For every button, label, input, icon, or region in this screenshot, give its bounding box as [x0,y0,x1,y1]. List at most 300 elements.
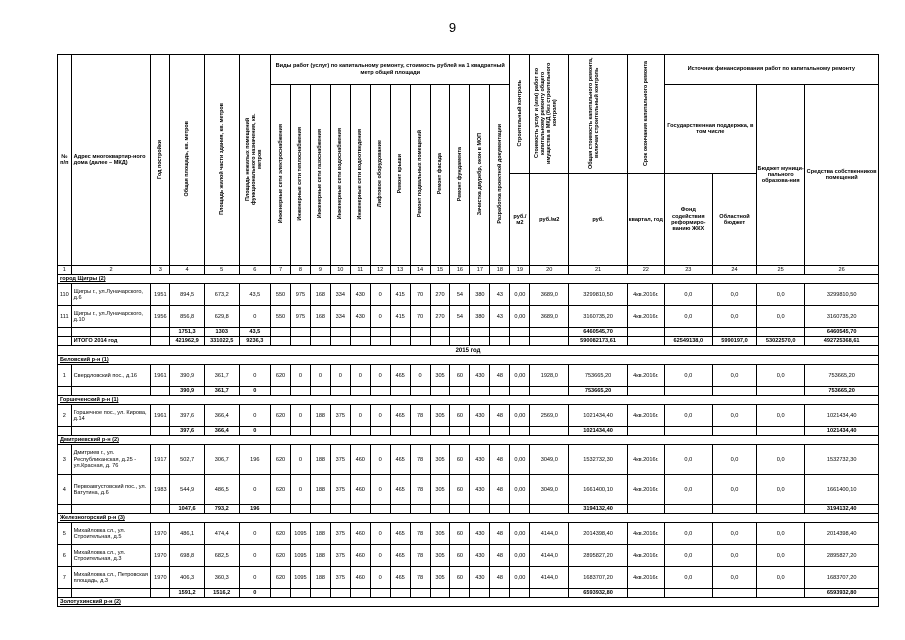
table-cell: 620 [271,475,291,505]
empty-cell [712,427,756,436]
table-cell: 70 [410,284,430,306]
table-cell: 0,0 [664,567,712,589]
table-cell: 0 [239,365,270,387]
column-number: 7 [271,266,291,275]
table-cell: 1661400,10 [569,475,628,505]
header-work-4: Инженерные сети водоснабжения [337,128,344,220]
table-cell: 465 [390,545,410,567]
total-owners: 6460545,70 [805,328,879,337]
column-number: 21 [569,266,628,275]
table-cell: 1683707,20 [569,567,628,589]
table-cell: 380 [470,306,490,328]
total-owners: 753665,20 [805,387,879,396]
table-cell: 460 [350,567,370,589]
empty-cell [350,328,370,337]
table-cell: 1532732,30 [569,445,628,475]
table-cell: 0,00 [510,523,530,545]
district-section-row [58,275,879,284]
table-cell: 4144,0 [530,567,569,589]
address-cell: Свердловский пос., д.16 [71,365,151,387]
table-cell: 0,0 [757,405,805,427]
table-cell: 544,9 [170,475,205,505]
table-cell: 0 [290,365,310,387]
table-cell: 620 [271,445,291,475]
table-cell: 415 [390,306,410,328]
table-cell: 2895827,20 [805,545,879,567]
capital-repair-table [57,54,879,607]
empty-cell [58,427,72,436]
table-cell: 0,0 [757,284,805,306]
empty-cell [627,387,664,396]
empty-cell [430,337,450,346]
table-cell: 1532732,30 [805,445,879,475]
empty-cell [530,505,569,514]
empty-cell [71,589,151,598]
empty-cell [350,505,370,514]
empty-cell [510,505,530,514]
empty-cell [390,387,410,396]
subtotal-row [58,387,879,396]
empty-cell [330,589,350,598]
empty-cell [627,337,664,346]
empty-cell [757,387,805,396]
table-cell: 0,0 [664,545,712,567]
table-cell: 0,0 [712,365,756,387]
table-cell: 0 [350,405,370,427]
table-cell: 474,4 [204,523,239,545]
table-cell: 0,0 [757,523,805,545]
table-cell: 78 [410,405,430,427]
table-cell: 1970 [151,567,170,589]
header-funding-group: Источник финансирования работ по капитальному ремонту [664,55,878,85]
total-total-area: 397,6 [170,427,205,436]
empty-cell [530,337,569,346]
table-cell: 1095 [290,567,310,589]
total-owners: 6593932,80 [805,589,879,598]
empty-cell [712,589,756,598]
table-cell: 1951 [151,284,170,306]
table-cell: 2014398,40 [805,523,879,545]
total-total-cost: 590082173,61 [569,337,628,346]
column-number: 9 [310,266,330,275]
table-cell: 0,0 [712,545,756,567]
empty-cell [450,387,470,396]
total-label: ИТОГО 2014 год [71,337,151,346]
total-total-cost: 6593932,80 [569,589,628,598]
table-cell: 0 [310,365,330,387]
table-cell: 1983 [151,475,170,505]
total-total-cost: 1021434,40 [569,427,628,436]
table-cell: 0,00 [510,306,530,328]
table-cell: 4кв.2016г. [627,475,664,505]
empty-cell [712,505,756,514]
table-cell: 3049,0 [530,445,569,475]
empty-cell [430,387,450,396]
total-living-area: 331022,5 [204,337,239,346]
header-work-6: Лифтовое оборудование [377,140,384,208]
empty-cell [430,505,450,514]
table-cell: 305 [430,545,450,567]
total-total-cost: 6460545,70 [569,328,628,337]
table-cell: 0 [239,475,270,505]
empty-cell [350,427,370,436]
empty-cell [350,387,370,396]
table-cell: 168 [310,284,330,306]
total-nonres-area: 0 [239,387,270,396]
column-number: 4 [170,266,205,275]
empty-cell [71,387,151,396]
table-cell: 4кв.2016г. [627,284,664,306]
total-total-area: 1751,3 [170,328,205,337]
column-number: 16 [450,266,470,275]
table-row [58,475,879,505]
header-work-7: Ремонт крыши [397,154,404,194]
table-cell: 620 [271,523,291,545]
table-row [58,306,879,328]
empty-cell [510,427,530,436]
column-number: 25 [757,266,805,275]
empty-cell [151,328,170,337]
table-cell: 397,6 [170,405,205,427]
total-total-area: 390,9 [170,387,205,396]
table-cell: 48 [490,405,510,427]
table-cell: 465 [390,405,410,427]
address-cell: Михайловка сл., Петровская площадь, д.3 [71,567,151,589]
table-cell: 0 [370,445,390,475]
empty-cell [58,328,72,337]
total-living-area: 1303 [204,328,239,337]
header-unit-cost: руб./м2 [530,174,569,266]
total-nonres-area: 0 [239,589,270,598]
table-cell: 0 [350,365,370,387]
empty-cell [370,328,390,337]
address-cell: Щигры г., ул.Луначарского, д.10 [71,306,151,328]
table-cell: 188 [310,523,330,545]
table-cell: 673,2 [204,284,239,306]
table-cell: 0 [290,475,310,505]
empty-cell [71,328,151,337]
column-number: 8 [290,266,310,275]
empty-cell [664,505,712,514]
table-cell: 110 [58,284,72,306]
table-cell: 1970 [151,523,170,545]
table-cell: 682,5 [204,545,239,567]
empty-cell [510,589,530,598]
table-cell: 0,0 [712,567,756,589]
table-cell: 0 [239,306,270,328]
total-nonres-area: 43,5 [239,328,270,337]
empty-cell [310,387,330,396]
header-work-11: Зачистка двуребр, окон в МОП [476,132,483,216]
table-cell: 0,0 [664,405,712,427]
table-cell: 1961 [151,365,170,387]
district-label: Золотухинский р-н (2) [58,598,879,607]
table-cell: 375 [330,475,350,505]
table-cell: 1021434,40 [805,405,879,427]
district-section-row [58,598,879,607]
empty-cell [58,337,72,346]
empty-cell [271,328,291,337]
empty-cell [58,589,72,598]
empty-cell [330,505,350,514]
header-nonres-area: Площадь нежилых помещений функционального назначения, кв. метров [244,113,263,205]
total-living-area: 1516,2 [204,589,239,598]
table-cell: 620 [271,567,291,589]
table-cell: 0,0 [757,306,805,328]
empty-cell [450,337,470,346]
header-living-area: Площадь жилой части здания, кв. метров [218,103,225,215]
empty-cell [330,328,350,337]
table-cell: 460 [350,523,370,545]
empty-cell [310,427,330,436]
district-section-row [58,396,879,405]
empty-cell [271,387,291,396]
empty-cell [58,387,72,396]
table-cell: 460 [350,445,370,475]
header-no: № п/п [58,55,72,266]
table-cell: 0 [370,365,390,387]
table-cell: 550 [271,284,291,306]
table-cell: 48 [490,475,510,505]
empty-cell [450,328,470,337]
empty-cell [664,328,712,337]
table-cell: 270 [430,306,450,328]
district-label: город Щигры (2) [58,275,879,284]
total-total-area: 421962,9 [170,337,205,346]
table-cell: 361,7 [204,365,239,387]
table-cell: 375 [330,567,350,589]
empty-cell [390,328,410,337]
table-cell: 0,0 [712,475,756,505]
empty-cell [151,427,170,436]
empty-cell [290,427,310,436]
empty-cell [450,427,470,436]
table-cell: 43 [490,284,510,306]
empty-cell [490,505,510,514]
empty-cell [664,387,712,396]
table-row [58,445,879,475]
empty-cell [330,387,350,396]
table-cell: 0,0 [712,306,756,328]
empty-cell [290,505,310,514]
header-work-12: Разработка проектной документации [496,124,503,224]
table-cell: 188 [310,475,330,505]
table-cell: 4кв.2016г. [627,567,664,589]
header-work-8: Ремонт подвальных помещений [417,130,424,218]
table-cell: 0,00 [510,365,530,387]
table-cell: 620 [271,365,291,387]
table-cell: 48 [490,523,510,545]
table-cell: 430 [470,405,490,427]
table-cell: 486,5 [204,475,239,505]
column-number: 17 [470,266,490,275]
district-label: Железногорский р-н (3) [58,514,879,523]
table-cell: 0 [410,365,430,387]
year-label: 2015 год [58,346,879,356]
table-cell: 375 [330,445,350,475]
header-work-9: Ремонт фасада [437,153,443,195]
table-cell: 0,00 [510,545,530,567]
table-cell: 620 [271,405,291,427]
header-deadline: Срок окончания капитального ремонта [642,60,649,166]
table-cell: 54 [450,284,470,306]
table-cell: 0 [239,545,270,567]
header-work-1: Инженерные сети электроснабжения [277,124,284,224]
header-state-support: Государственная поддержка, в том числе [664,85,756,174]
subtotal-row [58,505,879,514]
total-total-area: 1047,6 [170,505,205,514]
total-owners: 1021434,40 [805,427,879,436]
column-number: 13 [390,266,410,275]
empty-cell [410,589,430,598]
empty-cell [290,328,310,337]
table-cell: 0 [370,567,390,589]
table-cell: 0,0 [757,445,805,475]
table-row [58,545,879,567]
empty-cell [290,337,310,346]
table-cell: 0,0 [757,567,805,589]
table-cell: 406,3 [170,567,205,589]
header-work-5: Инженерные сети водоотведения [357,128,364,220]
table-cell: 60 [450,523,470,545]
empty-cell [490,589,510,598]
district-label: Беловский р-н (1) [58,356,879,365]
empty-cell [410,387,430,396]
table-cell: 48 [490,545,510,567]
table-cell: 2895827,20 [569,545,628,567]
table-cell: 3 [58,445,72,475]
district-label: Дмитриевский р-н (2) [58,436,879,445]
total-total-cost: 753665,20 [569,387,628,396]
address-cell: Михайловка сл., ул. Строительная, д.3 [71,545,151,567]
table-cell: 7 [58,567,72,589]
table-cell: 0,0 [712,445,756,475]
table-cell: 305 [430,475,450,505]
column-number: 26 [805,266,879,275]
header-owners: Средства собственников помещений [805,85,879,266]
column-number: 3 [151,266,170,275]
table-cell: 0,0 [757,475,805,505]
table-cell: 0,0 [712,284,756,306]
table-cell: 465 [390,523,410,545]
empty-cell [470,387,490,396]
empty-cell [490,427,510,436]
empty-cell [490,337,510,346]
table-cell: 306,7 [204,445,239,475]
table-cell: 753665,20 [805,365,879,387]
empty-cell [410,328,430,337]
total-regional: 5990197,0 [712,337,756,346]
table-cell: 375 [330,545,350,567]
table-cell: 305 [430,567,450,589]
table-cell: 0,0 [664,284,712,306]
empty-cell [470,328,490,337]
empty-cell [271,505,291,514]
empty-cell [757,328,805,337]
table-row [58,365,879,387]
table-cell: 1917 [151,445,170,475]
table-cell: 375 [330,523,350,545]
table-cell: 0,0 [664,445,712,475]
table-cell: 380 [470,284,490,306]
empty-cell [490,328,510,337]
table-cell: 0,0 [757,545,805,567]
empty-cell [627,427,664,436]
empty-cell [350,337,370,346]
empty-cell [350,589,370,598]
table-cell: 620 [271,545,291,567]
table-cell: 78 [410,545,430,567]
table-cell: 894,5 [170,284,205,306]
empty-cell [310,589,330,598]
table-cell: 4кв.2016г. [627,545,664,567]
table-cell: 0 [290,405,310,427]
header-work-3: Инженерные сети газоснабжения [317,129,324,219]
table-cell: 111 [58,306,72,328]
table-cell: 0 [239,405,270,427]
empty-cell [370,505,390,514]
table-row [58,523,879,545]
table-cell: 0 [330,365,350,387]
table-cell: 4кв.2016г. [627,365,664,387]
table-cell: 0,0 [664,365,712,387]
empty-cell [151,505,170,514]
column-number: 19 [510,266,530,275]
column-number: 10 [330,266,350,275]
empty-cell [370,337,390,346]
table-cell: 334 [330,306,350,328]
table-cell: 6 [58,545,72,567]
table-cell: 4144,0 [530,545,569,567]
table-cell: 4 [58,475,72,505]
table-cell: 2 [58,405,72,427]
table-cell: 0,0 [712,405,756,427]
table-cell: 3299810,50 [805,284,879,306]
empty-cell [530,589,569,598]
table-cell: 0 [239,523,270,545]
table-cell: 48 [490,567,510,589]
table-cell: 2014398,40 [569,523,628,545]
empty-cell [470,427,490,436]
table-cell: 3160735,20 [569,306,628,328]
column-number: 22 [627,266,664,275]
table-cell: 188 [310,405,330,427]
address-cell: Михайловка сл., ул. Строительная, д.5 [71,523,151,545]
empty-cell [271,337,291,346]
table-cell: 305 [430,405,450,427]
header-work-10: Ремонт фундамента [456,146,463,202]
header-municipal: Бюджет муници-пального образова-ния [757,85,805,266]
table-cell: 460 [350,475,370,505]
table-cell: 629,8 [204,306,239,328]
table-cell: 60 [450,545,470,567]
table-cell: 78 [410,445,430,475]
empty-cell [510,328,530,337]
table-cell: 188 [310,545,330,567]
empty-cell [390,505,410,514]
empty-cell [757,505,805,514]
column-number: 23 [664,266,712,275]
header-unit-quarter: квартал, год [627,174,664,266]
table-cell: 0 [370,405,390,427]
table-cell: 1021434,40 [569,405,628,427]
empty-cell [71,427,151,436]
table-cell: 550 [271,306,291,328]
empty-cell [712,328,756,337]
district-section-row [58,436,879,445]
empty-cell [310,328,330,337]
table-cell: 465 [390,445,410,475]
